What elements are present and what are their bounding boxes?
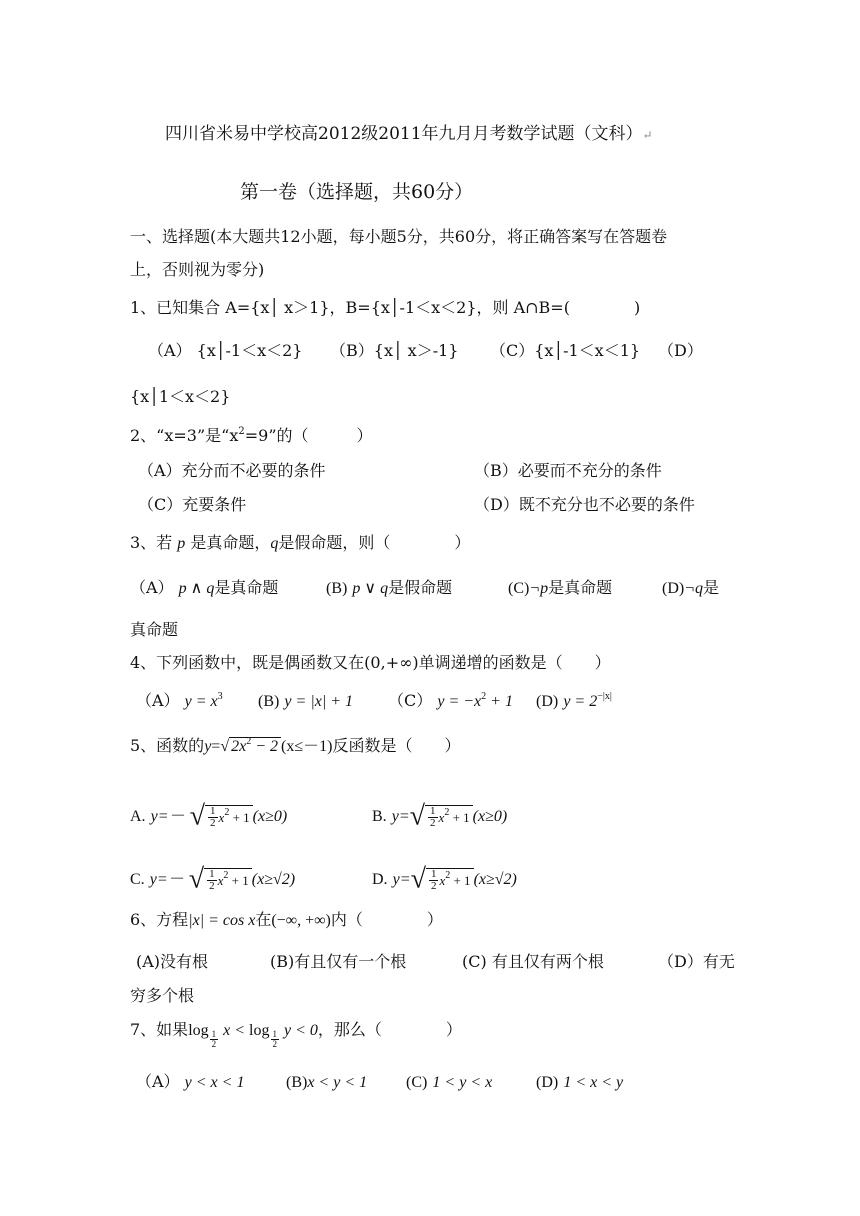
fraction-half (208, 806, 218, 829)
sqrt-sign: √ (409, 800, 426, 832)
radicand-plus-one: + 1 (228, 872, 249, 888)
question-7-option-c (406, 1072, 492, 1093)
question-5-option-c (130, 862, 295, 897)
option-label: (D) (662, 580, 685, 597)
radicand-x: x (439, 872, 446, 888)
option-label: （A） (130, 578, 174, 597)
question-7-option-b (286, 1072, 367, 1093)
fraction-denominator: 2 (430, 816, 436, 829)
log-symbol: log (188, 1022, 209, 1039)
question-2-superscript: 2 (238, 426, 245, 437)
stem-text: 6、方程 (130, 910, 189, 929)
stem-text: ，那么（ ） (317, 1020, 462, 1039)
fraction-denominator: 2 (209, 879, 215, 892)
option-label: （A） (136, 1072, 180, 1091)
option-math: y = x (184, 693, 218, 710)
question-3-option-d-continued: 真命题 (130, 620, 179, 639)
question-5-stem (130, 736, 460, 757)
stem-text: 内（ ） (330, 910, 443, 929)
question-1-option-d-continued: {x│1＜x＜2} (130, 387, 231, 406)
option-prefix: y= (392, 871, 411, 888)
question-6-option-a: (A)没有根 (136, 952, 209, 971)
radicand-sup: 2 (445, 869, 451, 881)
title-text: 四川省米易中学校高2012级2011年九月月考数学试题（文科） (165, 124, 643, 144)
option-label: (D) (536, 1074, 559, 1091)
radicand-plus-one: + 1 (229, 809, 250, 825)
question-3-variable-p: p (177, 535, 186, 552)
question-2-option-b: （B）必要而不充分的条件 (474, 461, 662, 480)
option-math: 1 < x < y (563, 1074, 624, 1091)
radicand-a: 2x (231, 738, 247, 755)
option-math: p ∨ q (352, 580, 389, 597)
stem-interval: (−∞, +∞) (271, 912, 331, 929)
question-2-stem (130, 426, 373, 446)
question-5-option-b (372, 799, 507, 834)
question-7-option-d (536, 1072, 623, 1093)
paragraph-return-mark: ↵ (642, 128, 653, 142)
sqrt-radicand (425, 805, 473, 829)
stem-equation: |x| = cos x (188, 912, 256, 929)
stem-math: y < 0 (280, 1022, 318, 1039)
sqrt-sign: √ (189, 800, 206, 832)
option-condition: (x≥0) (472, 808, 508, 825)
option-math: 1 < y < x (432, 1074, 493, 1091)
question-1-option-c: （C）{x│-1＜x＜1} (490, 341, 641, 360)
option-superscript: 2 (481, 691, 487, 702)
option-label: (C) (406, 1074, 428, 1091)
fraction-numerator: 1 (211, 1029, 217, 1039)
option-math: p ∧ q (178, 580, 215, 597)
stem-math: x < (219, 1022, 250, 1039)
option-text: 是真命题 (214, 578, 279, 597)
option-prefix: y= (391, 808, 410, 825)
radicand-sup: 2 (224, 806, 230, 818)
fraction-denominator: 2 (211, 1039, 217, 1049)
page-title (165, 124, 653, 145)
log-base-fraction (271, 1030, 280, 1049)
question-6-option-d-continued: 穷多个根 (130, 986, 195, 1005)
option-label: B. (372, 808, 387, 825)
radicand-plus-one: + 1 (449, 809, 470, 825)
sqrt-radicand (426, 868, 474, 892)
log-symbol: log (249, 1022, 270, 1039)
question-2-option-c: （C）充要条件 (138, 495, 247, 514)
fraction-half (428, 806, 438, 829)
question-5-option-a (130, 799, 287, 834)
option-condition: (x≥0) (252, 808, 288, 825)
option-math: x < y < 1 (307, 1074, 368, 1091)
question-3-variable-q: q (270, 535, 279, 552)
option-label: C. (130, 871, 145, 888)
fraction-half (429, 869, 439, 892)
option-superscript: −|x| (597, 691, 612, 702)
fraction-denominator: 2 (430, 879, 437, 892)
question-2-option-a: （A）充分而不必要的条件 (138, 461, 326, 480)
option-text: 是假命题 (388, 578, 453, 597)
option-condition: (x≥√2) (251, 871, 296, 888)
question-3-stem-part-a: 3、若 (130, 533, 173, 552)
option-math: ¬p (529, 580, 549, 597)
stem-text: 反函数是（ ） (332, 736, 461, 755)
sqrt-sign: √ (188, 863, 205, 895)
option-label: (B) (258, 693, 280, 710)
stem-variable-y: y (204, 738, 212, 755)
radicand-plus-one: + 1 (450, 872, 471, 888)
stem-equals: = (211, 738, 221, 755)
option-label: （A） (136, 691, 180, 710)
question-6-option-d: （D）有无 (658, 952, 735, 971)
fraction-numerator: 1 (430, 867, 437, 880)
question-7-stem (130, 1020, 462, 1049)
option-prefix: y=－ (149, 871, 184, 888)
sqrt-sign: √ (410, 863, 426, 895)
question-2-stem-part-a: 2、“x=3”是“x (130, 426, 239, 445)
radicand-x: x (218, 809, 225, 825)
option-superscript: 3 (217, 691, 223, 702)
fraction-denominator: 2 (210, 816, 216, 829)
stem-text: 5、函数的 (130, 736, 205, 755)
question-4-option-c (388, 691, 513, 712)
option-label: （C） (388, 691, 433, 710)
option-math: ¬q (684, 580, 704, 597)
option-label: (B) (286, 1074, 308, 1091)
option-condition: (x≥√2) (473, 871, 517, 888)
sqrt-radicand (205, 805, 253, 829)
question-4-option-a (136, 691, 223, 712)
question-6-option-c: (C) 有且仅有两个根 (462, 952, 604, 971)
fraction-numerator: 1 (272, 1029, 277, 1039)
question-4-option-d (536, 691, 612, 712)
question-1-option-b: （B）{x│ x＞-1} (330, 341, 459, 360)
option-text: 是 (703, 578, 720, 597)
question-1-stem: 1、已知集合 A={x│ x＞1}，B={x│-1＜x＜2}，则 A∩B=( ) (130, 298, 641, 317)
stem-text: 7、如果 (130, 1020, 189, 1039)
option-label: D. (372, 871, 388, 888)
question-3-option-c (508, 578, 612, 599)
option-label: (D) (536, 693, 559, 710)
question-4-option-b (258, 691, 353, 712)
question-7-option-a (136, 1072, 244, 1093)
question-5-option-d (372, 862, 517, 897)
question-1-option-a: （A） {x│-1＜x＜2} (148, 341, 303, 360)
sqrt-radicand (229, 737, 281, 755)
sqrt-radicand (204, 868, 252, 892)
question-3-option-a (130, 578, 278, 599)
fraction-numerator: 1 (210, 804, 216, 817)
log-base-fraction (210, 1030, 219, 1049)
option-math: y < x < 1 (184, 1074, 245, 1091)
sqrt-sign: √ (220, 738, 230, 755)
radicand-x: x (217, 872, 224, 888)
question-1-option-d: （D） (658, 341, 703, 360)
question-4-stem: 4、下列函数中，既是偶函数又在(0,+∞)单调递增的函数是（ ） (130, 653, 611, 672)
option-math-tail: + 1 (486, 693, 513, 710)
stem-text: 在 (255, 910, 272, 929)
radicand-sup: 2 (246, 736, 252, 747)
radicand-x: x (438, 809, 445, 825)
instructions-line-2: 上，否则视为零分) (130, 260, 265, 279)
fraction-half (207, 869, 217, 892)
option-math: y = −x (437, 693, 482, 710)
option-label: (C) (508, 580, 530, 597)
fraction-numerator: 1 (209, 867, 215, 880)
question-6-stem (130, 910, 443, 931)
question-3-stem-part-b: 是真命题， (190, 533, 271, 552)
option-math: y = |x| + 1 (284, 693, 354, 710)
fraction-numerator: 1 (430, 804, 436, 817)
question-6-option-b: (B)有且仅有一个根 (270, 952, 407, 971)
option-math: y = 2 (563, 693, 598, 710)
question-2-option-d: （D）既不充分也不必要的条件 (474, 495, 695, 514)
option-label: A. (130, 808, 146, 825)
question-3-option-b (326, 578, 452, 599)
stem-condition: (x≤－1) (281, 738, 333, 755)
question-3-stem (130, 533, 470, 554)
radicand-sup: 2 (444, 806, 450, 818)
instructions-line-1: 一、选择题(本大题共12小题，每小题5分，共60分，将正确答案写在答题卷 (130, 227, 668, 246)
fraction-denominator: 2 (272, 1039, 277, 1049)
question-3-option-d (662, 578, 719, 599)
option-label: (B) (326, 580, 348, 597)
option-text: 是真命题 (548, 578, 613, 597)
section-heading: 第一卷（选择题，共60分） (240, 181, 474, 203)
question-3-stem-part-c: 是假命题，则（ ） (278, 533, 471, 552)
radicand-b: − 2 (251, 738, 279, 755)
question-2-stem-part-b: =9”的（ ） (244, 426, 373, 445)
radicand-sup: 2 (223, 869, 229, 881)
option-prefix: y=－ (150, 808, 185, 825)
